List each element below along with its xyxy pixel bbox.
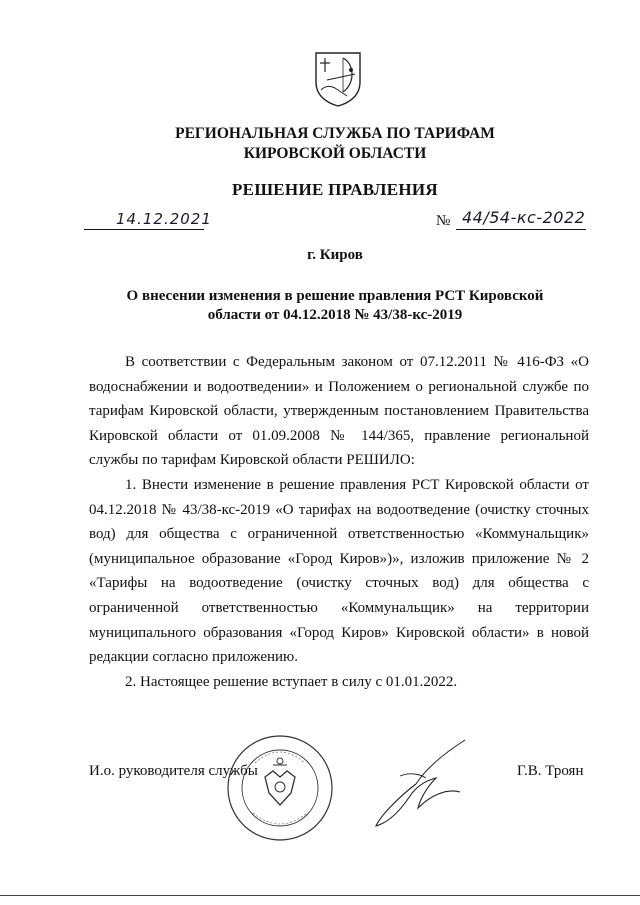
document-number: 44/54-кс-2022: [462, 208, 586, 227]
signatory-position: И.о. руководителя службы: [89, 763, 258, 779]
document-date: 14.12.2021: [116, 210, 212, 228]
city: г. Киров: [307, 247, 363, 263]
org-line-2: КИРОВСКОЙ ОБЛАСТИ: [243, 145, 427, 162]
number-sign: №: [436, 213, 451, 229]
subject-line-2: области от 04.12.2018 № 43/38-кс-2019: [207, 307, 463, 323]
date-underline: [84, 229, 204, 230]
official-stamp: [225, 733, 335, 843]
bottom-divider: [0, 895, 640, 896]
item-1-paragraph: 1. Внести изменение в решение правления РСТ Кировской области от 04.12.2018 № 43/38-кс-2019 «О тарифах на водоотведение (очистку сточных вод) для общества с ограниченной ответственностью «Коммунальщик» (муниципальное образование «Город Киров»)», изложив приложение № 2 «Тарифы на водоотведение (очистку сточных вод) для общества с ограниченной ответственностью «Коммунальщик» на территории муниципального образования «Город Киров» Кировской области» в новой редакции согласно приложению.: [89, 476, 589, 666]
subject-line-1: О внесении изменения в решение правления РСТ Кировской: [126, 288, 544, 304]
organization-name: [120, 124, 550, 164]
document-title: РЕШЕНИЕ ПРАВЛЕНИЯ: [232, 180, 438, 199]
number-underline: [456, 229, 586, 230]
subject: [120, 287, 550, 325]
item-2-paragraph: 2. Настоящее решение вступает в силу с 01.01.2022.: [125, 673, 458, 690]
signatory-name: Г.В. Троян: [517, 763, 584, 779]
document-body: [89, 350, 589, 694]
preamble-paragraph: В соответствии с Федеральным законом от 07.12.2011 № 416-ФЗ «О водоснабжении и водоотведении» и Положением о региональной службе по тарифам Кировской области, утвержденным постановлением Правительства Кировской области от 01.09.2008 № 144/365, правление региональной службы по тарифам Кировской области РЕШИЛО:: [89, 354, 589, 469]
handwritten-signature: [370, 736, 480, 832]
org-line-1: РЕГИОНАЛЬНАЯ СЛУЖБА ПО ТАРИФАМ: [175, 125, 495, 142]
coat-of-arms-emblem: [313, 50, 363, 108]
